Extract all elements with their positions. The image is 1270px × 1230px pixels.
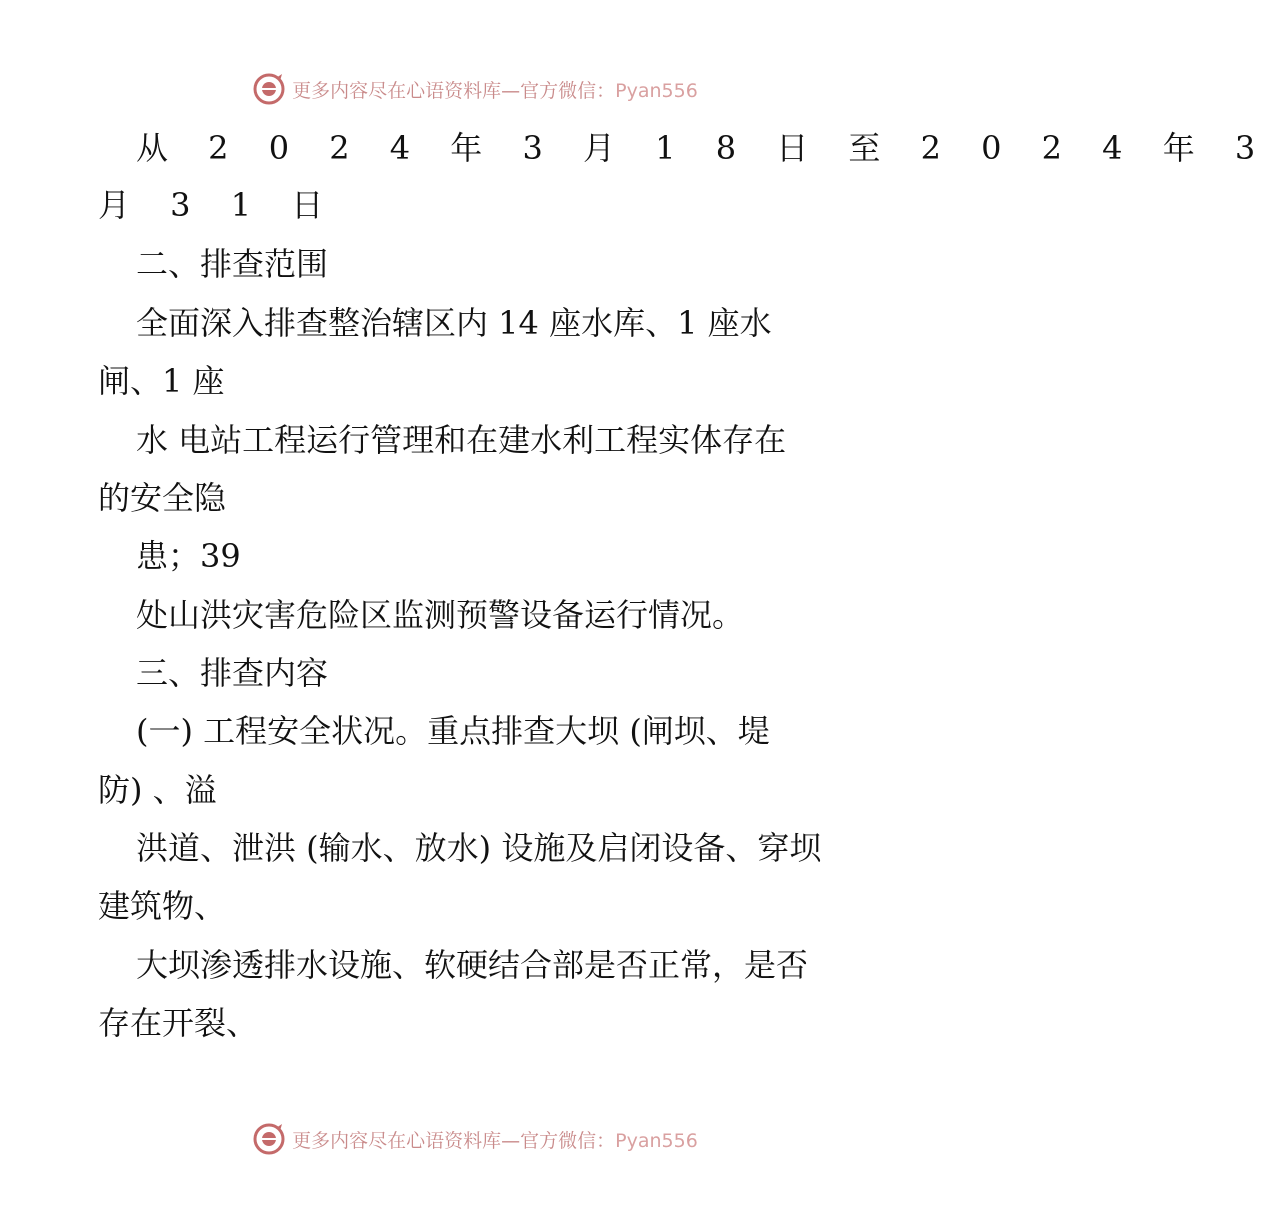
- watermark-text: [292, 1126, 698, 1153]
- paragraph-line: 建筑物、: [98, 887, 227, 925]
- paragraph-line: 存在开裂、: [98, 1004, 259, 1042]
- paragraph-line: 处山洪灾害危险区监测预警设备运行情况。: [136, 596, 745, 634]
- paragraph-line: 防) 、溢: [98, 771, 217, 809]
- watermark-id: Pyan556: [615, 1129, 698, 1152]
- paragraph-line: 从 2 0 2 4 年 3 月 1 8 日 至 2 0 2 4 年 3: [136, 129, 1270, 167]
- watermark-label: 更多内容尽在心语资料库—官方微信：: [292, 1129, 616, 1152]
- paragraph-line: 大坝渗透排水设施、软硬结合部是否正常，是否: [136, 946, 809, 984]
- paragraph-line: 闸、1 座: [98, 362, 225, 400]
- section-heading: 三、排查内容: [136, 654, 329, 692]
- watermark-label: 更多内容尽在心语资料库—官方微信：: [292, 79, 616, 102]
- footer-watermark: [0, 1122, 950, 1156]
- watermark-logo-icon: [252, 72, 286, 106]
- watermark-logo-icon: [252, 1122, 286, 1156]
- paragraph-line: (一) 工程安全状况。重点排查大坝 (闸坝、堤: [136, 712, 770, 750]
- paragraph-line: 洪道、泄洪 (输水、放水) 设施及启闭设备、穿坝: [136, 829, 822, 867]
- header-watermark: [0, 72, 950, 106]
- watermark-id: Pyan556: [615, 79, 698, 102]
- paragraph-line: 患；39: [136, 537, 241, 575]
- watermark-text: [292, 76, 698, 103]
- section-heading: 二、排查范围: [136, 245, 329, 283]
- paragraph-line: 月 3 1 日: [98, 186, 339, 224]
- paragraph-line: 的安全隐: [98, 479, 227, 517]
- paragraph-line: 水 电站工程运行管理和在建水利工程实体存在: [136, 421, 787, 459]
- paragraph-line: 全面深入排查整治辖区内 14 座水库、1 座水: [136, 304, 772, 342]
